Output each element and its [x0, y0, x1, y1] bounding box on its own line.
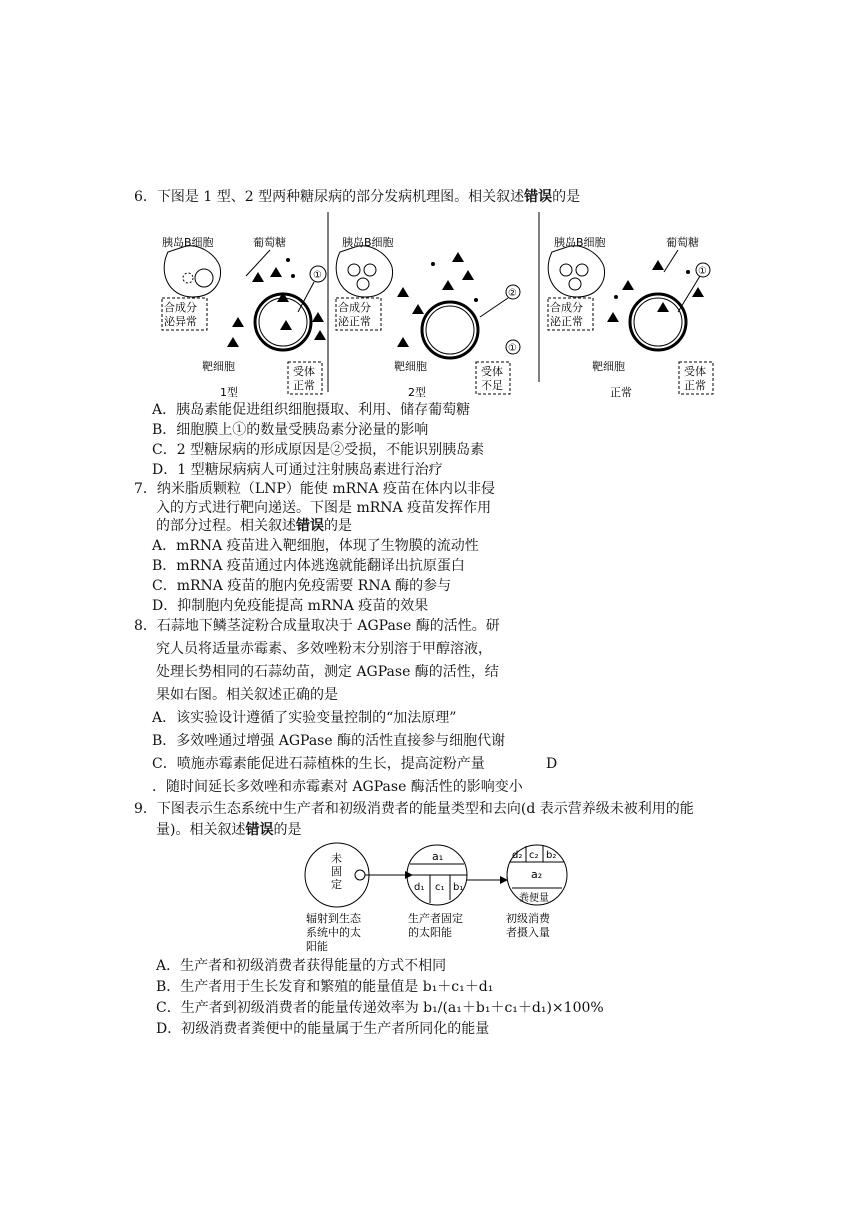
svg-text:的太阳能: 的太阳能	[408, 926, 452, 939]
q9-energy-flow-diagram	[300, 840, 580, 955]
svg-text:①: ①	[508, 343, 517, 354]
svg-text:初级消费: 初级消费	[506, 912, 550, 925]
svg-text:正常: 正常	[684, 379, 706, 392]
q8-stem-line2: 究人员将适量赤霉素、多效唑粉末分别溶于甲醇溶液，	[156, 641, 492, 657]
p2-target-cell	[422, 302, 478, 358]
svg-text:正常: 正常	[293, 379, 315, 392]
q8-option-a: A．该实验设计遵循了实验变量控制的“加法原理”	[152, 710, 457, 726]
p2-type-label: 2型	[408, 386, 426, 399]
q9-stem-line2: 量)。相关叙述错误的是	[156, 822, 302, 838]
q9-stem-line1: 9．下图表示生态系统中生产者和初级消费者的能量类型和去向(d 表示营养级未被利用的能	[134, 801, 694, 817]
panel-type1	[162, 235, 326, 399]
q8-option-d: ．随时间延长多效唑和赤霉素对 AGPase 酶活性的影响变小	[152, 779, 523, 795]
svg-text:粪便量: 粪便量	[519, 893, 549, 904]
svg-text:胰岛B细胞: 胰岛B细胞	[342, 236, 394, 249]
svg-text:c₂: c₂	[529, 850, 539, 861]
svg-text:靶细胞: 靶细胞	[394, 360, 427, 373]
p1-type-label: 1型	[220, 386, 238, 399]
svg-text:合成分: 合成分	[164, 301, 197, 314]
svg-text:靶细胞: 靶细胞	[592, 360, 625, 373]
q7-option-a: A．mRNA 疫苗进入靶细胞，体现了生物膜的流动性	[152, 538, 479, 554]
svg-text:泌正常: 泌正常	[550, 315, 583, 328]
q8-number: 8．	[134, 618, 157, 634]
q6-number: 6．	[134, 189, 157, 205]
q9-option-c: C．生产者到初级消费者的能量传递效率为 b₁/(a₁＋b₁＋c₁＋d₁)×100%	[156, 1000, 604, 1016]
svg-text:c₁: c₁	[435, 882, 445, 893]
svg-text:合成分: 合成分	[338, 301, 371, 314]
q8-option-b: B．多效唑通过增强 AGPase 酶的活性直接参与细胞代谢	[152, 733, 506, 749]
svg-text:靶细胞: 靶细胞	[202, 360, 235, 373]
q6-diabetes-diagram	[158, 212, 718, 402]
p1-beta-cell	[164, 246, 220, 297]
q6-option-d: D．1 型糖尿病病人可通过注射胰岛素进行治疗	[152, 462, 443, 478]
panel-normal	[548, 235, 713, 399]
panel-type2	[336, 235, 520, 399]
svg-text:泌异常: 泌异常	[164, 315, 197, 328]
q7-number: 7．	[134, 481, 157, 497]
svg-text:者摄入量: 者摄入量	[506, 926, 550, 939]
p1-nucleus	[195, 269, 213, 287]
q8-stem-line3: 处理长势相同的石蒜幼苗，测定 AGPase 酶的活性，结	[156, 664, 499, 680]
svg-text:受体: 受体	[293, 365, 315, 378]
svg-text:a₂: a₂	[531, 868, 543, 881]
p1-cell-label: 胰岛B细胞	[162, 236, 214, 249]
svg-text:①: ①	[313, 270, 322, 281]
q6-option-a: A．胰岛素能促进组织细胞摄取、利用、储存葡萄糖	[152, 402, 471, 418]
q8-stem-line1: 8．石蒜地下鳞茎淀粉合成量取决于 AGPase 酶的活性。研	[134, 618, 500, 634]
svg-text:d₁: d₁	[414, 882, 425, 893]
svg-text:系统中的太: 系统中的太	[306, 926, 361, 939]
q8-option-d-letter: D	[546, 756, 558, 772]
svg-text:a₁: a₁	[432, 850, 444, 863]
svg-text:②: ②	[508, 288, 517, 299]
svg-text:定: 定	[331, 878, 342, 891]
svg-text:胰岛B细胞: 胰岛B细胞	[554, 236, 606, 249]
q9-option-a: A．生产者和初级消费者获得能量的方式不相同	[156, 958, 447, 974]
q7-stem-line2: 入的方式进行靶向递送。下图是 mRNA 疫苗发挥作用	[156, 500, 492, 516]
svg-text:辐射到生态: 辐射到生态	[306, 912, 361, 925]
q7-option-c: C．mRNA 疫苗的胞内免疫需要 RNA 酶的参与	[152, 578, 452, 594]
svg-text:b₁: b₁	[453, 882, 464, 893]
q9-option-d: D．初级消费者粪便中的能量属于生产者所同化的能量	[156, 1021, 490, 1037]
q9-option-b: B．生产者用于生长发育和繁殖的能量值是 b₁＋c₁＋d₁	[156, 979, 494, 995]
q6-stem: 6．下图是 1 型、2 型两种糖尿病的部分发病机理图。相关叙述错误的是	[134, 189, 581, 205]
q7-option-b: B．mRNA 疫苗通过内体逃逸就能翻译出抗原蛋白	[152, 558, 465, 574]
svg-text:不足: 不足	[481, 379, 503, 392]
svg-text:葡萄糖: 葡萄糖	[666, 236, 699, 249]
svg-text:①: ①	[698, 266, 707, 277]
q7-stem-line3: 的部分过程。相关叙述错误的是	[156, 518, 352, 534]
svg-text:受体: 受体	[684, 365, 706, 378]
p3-target-cell	[630, 294, 686, 350]
q9-number: 9．	[134, 801, 157, 817]
svg-text:合成分: 合成分	[550, 301, 583, 314]
p3-type-label: 正常	[610, 386, 632, 399]
q6-option-c: C．2 型糖尿病的形成原因是②受损，不能识别胰岛素	[152, 442, 485, 458]
svg-text:受体: 受体	[481, 365, 503, 378]
svg-text:d₂: d₂	[512, 850, 523, 861]
q7-option-d: D．抑制胞内免疫能提高 mRNA 疫苗的效果	[152, 598, 429, 614]
svg-text:b₂: b₂	[546, 850, 557, 861]
q8-stem-line4: 果如右图。相关叙述正确的是	[156, 687, 338, 703]
svg-text:生产者固定: 生产者固定	[408, 912, 463, 925]
q7-stem-line1: 7．纳米脂质颗粒（LNP）能使 mRNA 疫苗在体内以非侵	[134, 481, 495, 497]
svg-text:泌正常: 泌正常	[338, 315, 371, 328]
q6-option-b: B．细胞膜上①的数量受胰岛素分泌量的影响	[152, 422, 429, 438]
p1-glucose-label: 葡萄糖	[253, 236, 286, 249]
svg-text:未: 未	[331, 852, 342, 865]
svg-text:固: 固	[331, 865, 342, 878]
svg-text:阳能: 阳能	[306, 940, 328, 953]
q8-option-c: C．喷施赤霉素能促进石蒜植株的生长，提高淀粉产量	[152, 756, 485, 772]
